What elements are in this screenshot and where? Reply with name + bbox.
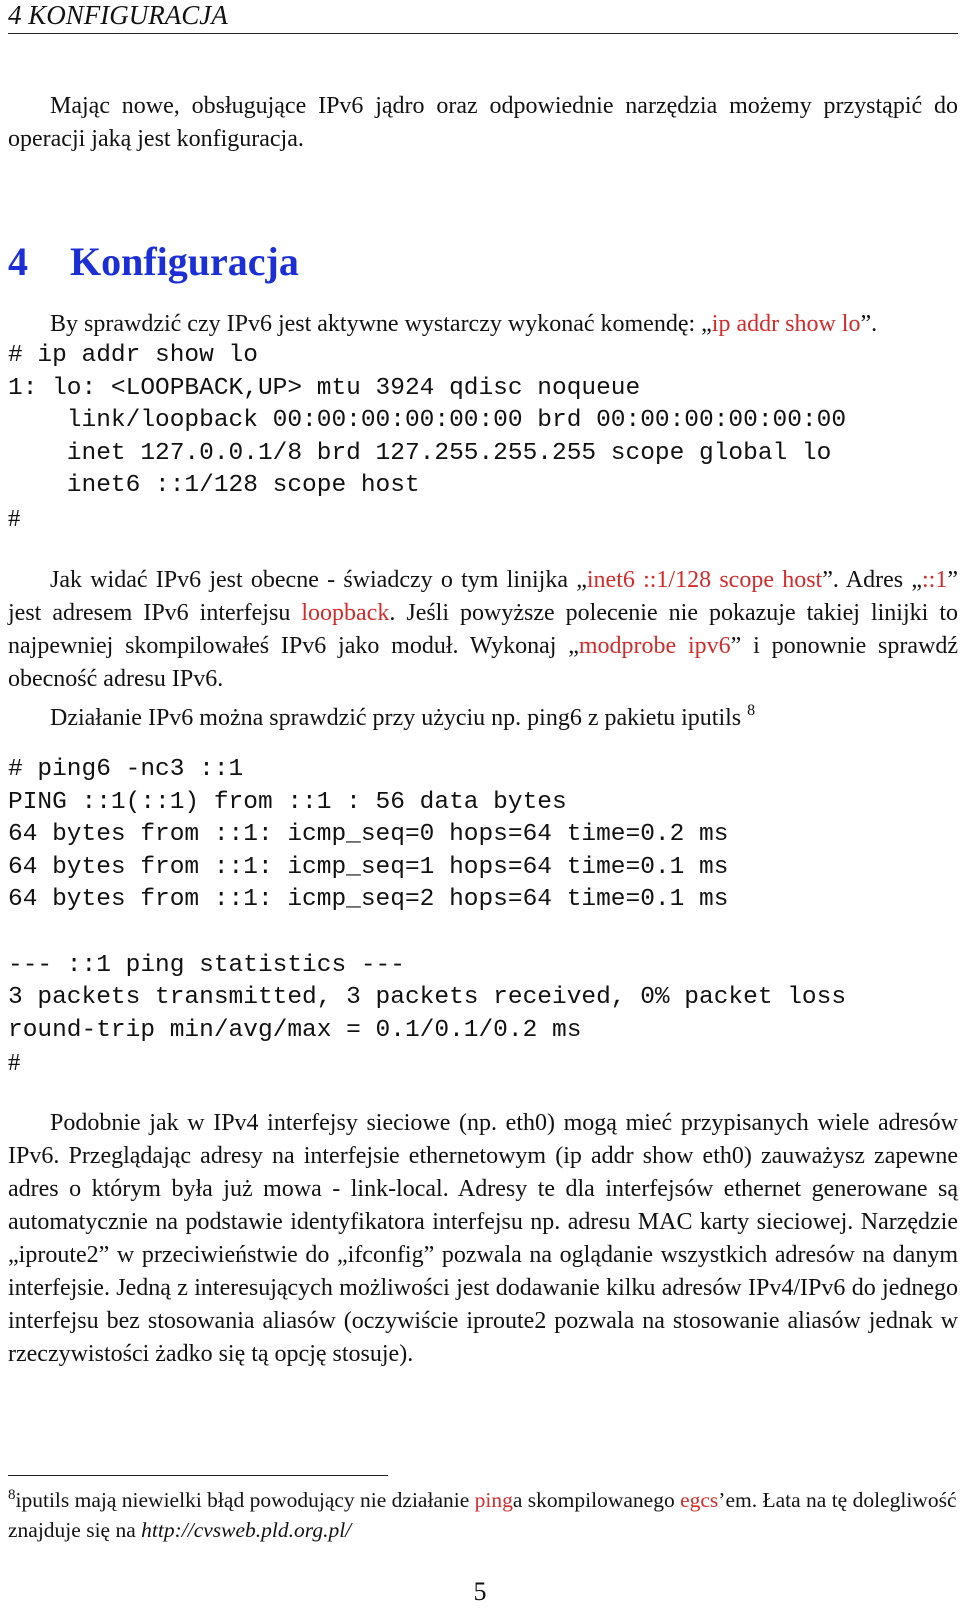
- p1-text: By sprawdzić czy IPv6 jest aktywne wystarczy wykonać komendę: „: [50, 311, 712, 337]
- inline-loopback-link[interactable]: loopback: [301, 600, 390, 626]
- footnote-rule: [8, 1475, 388, 1476]
- inline-inet6-line[interactable]: inet6 ::1/128 scope host: [586, 567, 823, 593]
- paragraph-check-ipv6: [8, 308, 958, 341]
- p2-text: ” jest adresem IPv6 interfejsu: [8, 567, 958, 626]
- p3-text: Działanie IPv6 można sprawdzić przy użyciu np. ping6 z pakietu iputils: [50, 705, 742, 731]
- code-line: inet6 ::1/128 scope host: [8, 472, 420, 500]
- code-line: # ping6 -nc3 ::1: [8, 756, 244, 783]
- footnote-text: a skompilowanego: [512, 1488, 681, 1512]
- section-number: 4: [8, 239, 28, 284]
- section-title: Konfiguracja: [70, 239, 299, 284]
- code-line: 64 bytes from ::1: icmp_seq=0 hops=64 time=0.2 ms: [8, 821, 729, 849]
- code-line: 1: lo: <LOOPBACK,UP> mtu 3924 qdisc noqueue: [8, 374, 641, 402]
- footnote-ping-link[interactable]: ping: [474, 1488, 513, 1512]
- paragraph-ipv6-present: [8, 564, 958, 696]
- p2-text: ”. Adres „: [822, 567, 922, 593]
- code-line: inet 127.0.0.1/8 brd 127.255.255.255 scope global lo: [8, 439, 832, 467]
- code-line: 64 bytes from ::1: icmp_seq=1 hops=64 time=0.1 ms: [8, 853, 729, 881]
- code-line: PING ::1(::1) from ::1 : 56 data bytes: [8, 788, 567, 816]
- p1-end: ”.: [860, 311, 878, 337]
- code-line: #: [8, 1049, 21, 1077]
- footnote-number: 8: [8, 1487, 16, 1503]
- intro-paragraph: [8, 90, 958, 156]
- p2-text: Jak widać IPv6 jest obecne - świadczy o tym linijka „: [50, 567, 587, 593]
- footnote: [8, 1480, 958, 1545]
- footnote-reference[interactable]: 8: [747, 702, 756, 719]
- code-line: 3 packets transmitted, 3 packets received, 0% packet loss: [8, 984, 847, 1012]
- code-block-ping6: [8, 754, 846, 1082]
- code-line: --- ::1 ping statistics ---: [8, 951, 405, 979]
- paragraph-multiple-addresses: [8, 1107, 958, 1371]
- code-line: # ip addr show lo: [8, 342, 258, 369]
- code-line: link/loopback 00:00:00:00:00:00 brd 00:00:00:00:00:00: [8, 407, 847, 435]
- code-line: #: [8, 504, 21, 532]
- inline-modprobe-command[interactable]: modprobe ipv6: [578, 633, 731, 659]
- p2-text: . Jeśli powyższe polecenie nie pokazuje takiej linijki to najpewniej skompilowałeś IPv6 jako moduł. Wykonaj „: [8, 600, 958, 659]
- code-line: round-trip min/avg/max = 0.1/0.1/0.2 ms: [8, 1016, 582, 1044]
- page-number: 5: [473, 1577, 487, 1606]
- code-block-ip-addr: [8, 340, 846, 538]
- paragraph-ping6: [8, 694, 958, 735]
- code-line: 64 bytes from ::1: icmp_seq=2 hops=64 time=0.1 ms: [8, 886, 729, 914]
- intro-text: Mając nowe, obsługujące IPv6 jądro oraz odpowiednie narzędzia możemy przystąpić do operacji jaką jest konfiguracja.: [8, 93, 958, 152]
- p2-text: ” i ponownie sprawdź obecność adresu IPv6.: [8, 633, 959, 692]
- command-ip-addr-show-lo[interactable]: ip addr show lo: [711, 311, 861, 337]
- running-head: 4 KONFIGURACJA: [8, 0, 958, 34]
- section-heading: [8, 239, 299, 285]
- footnote-text: ’em. Łata na tę dolegliwość znajduje się na: [8, 1488, 957, 1542]
- footnote-text: iputils mają niewielki błąd powodujący nie działanie: [15, 1488, 475, 1512]
- footnote-egcs-link[interactable]: egcs: [680, 1488, 719, 1512]
- inline-loopback-address[interactable]: ::1: [922, 567, 948, 593]
- p4-text: Podobnie jak w IPv4 interfejsy sieciowe (np. eth0) mogą mieć przypisanych wiele adresów IPv6. Przeglądając adresy na interfejsie ethernetowym (ip addr show eth0) zauważysz zapewne adres o którym była już mowa - link-local. Adresy te dla interfejsów ethernet generowane są automatycznie na podstawie identyfikatora interfejsu np. adresu MAC karty sieciowej. Narzędzie „iproute2” w przeciwieństwie do „ifconfig” pozwala na oglądanie wszystkich adresów na danym interfejsie. Jedną z interesujących możliwości jest dodawanie kilku adresów IPv4/IPv6 do jednego interfejsu bez stosowania aliasów (oczywiście iproute2 pozwala na stosowanie aliasów jednak w rzeczywistości żadko się tą opcję stosuje).: [8, 1110, 958, 1367]
- footnote-url: http://cvsweb.pld.org.pl/: [141, 1518, 352, 1542]
